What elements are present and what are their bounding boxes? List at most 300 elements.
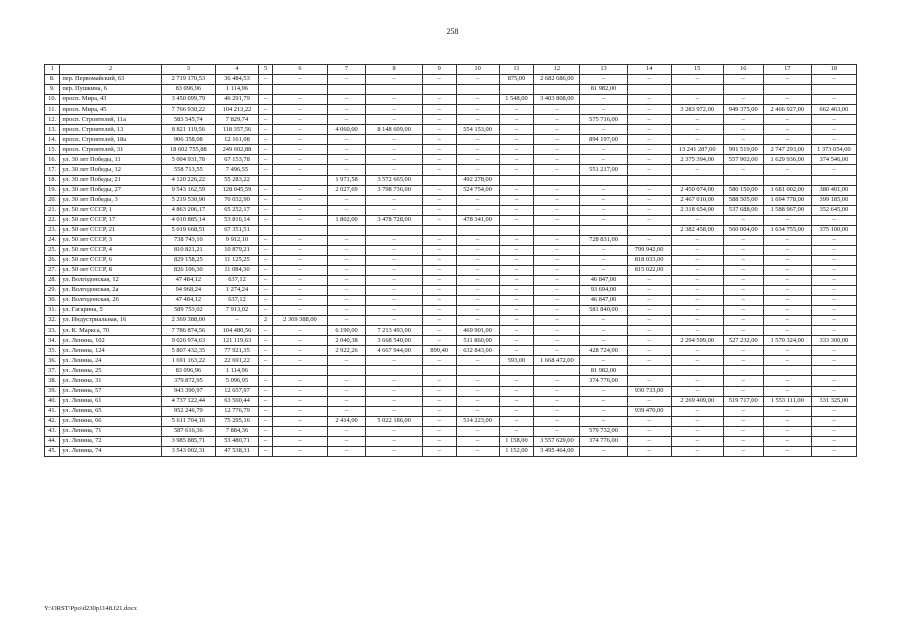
value-cell: – (422, 105, 456, 115)
value-cell: – (534, 386, 580, 396)
table-row (45, 205, 857, 215)
value-cell: 1 274,24 (215, 286, 258, 296)
row-number-cell: 15. (45, 145, 60, 155)
value-cell: 83 096,96 (161, 85, 215, 95)
value-cell: 118 357,56 (215, 125, 258, 135)
value-cell: 128 045,59 (215, 185, 258, 195)
value-cell: – (580, 316, 627, 326)
column-header: 11 (499, 65, 534, 75)
value-cell: – (456, 306, 499, 316)
value-cell: – (580, 185, 627, 195)
value-cell (273, 175, 327, 185)
value-cell: – (723, 75, 763, 85)
address-cell: ул. 30 лет Победы, 27 (60, 185, 161, 195)
value-cell: – (580, 255, 627, 265)
value-cell: – (499, 326, 534, 336)
column-header: 6 (273, 65, 327, 75)
value-cell: – (499, 235, 534, 245)
value-cell: – (580, 145, 627, 155)
value-cell: – (671, 296, 723, 306)
value-cell: – (456, 296, 499, 306)
table-header-row (45, 65, 857, 75)
row-number-cell: 35. (45, 346, 60, 356)
value-cell: – (327, 115, 366, 125)
value-cell: – (763, 296, 811, 306)
value-cell: 8 821 119,56 (161, 125, 215, 135)
table-row (45, 376, 857, 386)
value-cell: – (258, 376, 272, 386)
address-cell: ул. Индустриальная, 16 (60, 316, 161, 326)
value-cell: – (258, 396, 272, 406)
address-cell: ул. 50 лет СССР, 6 (60, 255, 161, 265)
value-cell: 9 026 974,63 (161, 336, 215, 346)
value-cell: 587 616,36 (161, 426, 215, 436)
value-cell: – (534, 215, 580, 225)
value-cell: – (456, 135, 499, 145)
value-cell: – (499, 145, 534, 155)
value-cell: – (534, 205, 580, 215)
value-cell: 2 375 394,00 (671, 155, 723, 165)
address-cell: ул. Ленина, 102 (60, 336, 161, 346)
value-cell: – (327, 105, 366, 115)
value-cell: – (258, 255, 272, 265)
value-cell: – (627, 165, 671, 175)
value-cell: – (258, 105, 272, 115)
table-row (45, 75, 857, 85)
row-number-cell: 22. (45, 215, 60, 225)
table-row (45, 105, 857, 115)
address-cell: ул. Ленина, 61 (60, 396, 161, 406)
value-cell: – (671, 235, 723, 245)
value-cell: – (534, 235, 580, 245)
row-number-cell: 12. (45, 115, 60, 125)
value-cell: – (456, 195, 499, 205)
value-cell: 47 484,12 (161, 275, 215, 285)
value-cell: – (723, 275, 763, 285)
value-cell: – (258, 426, 272, 436)
value-cell: – (763, 75, 811, 85)
value-cell: – (258, 75, 272, 85)
value-cell: – (422, 286, 456, 296)
value-cell: 1 588 967,00 (763, 205, 811, 215)
address-cell: пер. Первомайский, 63 (60, 75, 161, 85)
value-cell: – (456, 145, 499, 155)
address-cell: ул. Ленина, 71 (60, 426, 161, 436)
value-cell: – (273, 235, 327, 245)
value-cell: 46 847,00 (580, 275, 627, 285)
value-cell: – (273, 446, 327, 456)
value-cell: – (422, 436, 456, 446)
value-cell: – (258, 195, 272, 205)
value-cell: – (422, 356, 456, 366)
value-cell: – (580, 105, 627, 115)
value-cell: – (627, 205, 671, 215)
row-number-cell: 29. (45, 286, 60, 296)
value-cell: – (273, 426, 327, 436)
value-cell: 12 161,08 (215, 135, 258, 145)
value-cell: 1 114,96 (215, 366, 258, 376)
value-cell: 36 484,53 (215, 75, 258, 85)
value-cell: 2 382 458,00 (671, 225, 723, 235)
value-cell: – (534, 416, 580, 426)
value-cell: – (366, 245, 422, 255)
address-cell: ул. 30 лет Победы, 3 (60, 195, 161, 205)
value-cell: 3 450 099,79 (161, 95, 215, 105)
value-cell: – (627, 336, 671, 346)
address-cell: ул. Ленина, 74 (60, 446, 161, 456)
table-row (45, 135, 857, 145)
value-cell: – (671, 386, 723, 396)
value-cell: – (499, 286, 534, 296)
value-cell: – (811, 346, 856, 356)
value-cell: – (456, 105, 499, 115)
row-number-cell: 44. (45, 436, 60, 446)
value-cell: – (580, 215, 627, 225)
value-cell: – (499, 376, 534, 386)
value-cell: – (811, 296, 856, 306)
column-header: 5 (258, 65, 272, 75)
column-header: 14 (627, 65, 671, 75)
value-cell: 583 545,74 (161, 115, 215, 125)
value-cell: 3 478 728,00 (366, 215, 422, 225)
value-cell: – (811, 115, 856, 125)
value-cell (627, 225, 671, 235)
value-cell: – (580, 195, 627, 205)
value-cell: 11 084,30 (215, 265, 258, 275)
value-cell: – (811, 316, 856, 326)
value-cell: – (366, 396, 422, 406)
column-header: 12 (534, 65, 580, 75)
value-cell: – (671, 426, 723, 436)
value-cell: 5 219 530,90 (161, 195, 215, 205)
value-cell: – (671, 286, 723, 296)
value-cell: – (763, 416, 811, 426)
value-cell (534, 175, 580, 185)
value-cell: 637,12 (215, 296, 258, 306)
value-cell (763, 366, 811, 376)
value-cell: – (671, 125, 723, 135)
column-header: 18 (811, 65, 856, 75)
address-cell: ул. 30 лет Победы, 21 (60, 175, 161, 185)
value-cell: – (811, 326, 856, 336)
value-cell: – (763, 245, 811, 255)
value-cell: – (627, 135, 671, 145)
value-cell: – (534, 296, 580, 306)
value-cell: 524 754,00 (456, 185, 499, 195)
row-number-cell: 28. (45, 275, 60, 285)
value-cell: – (723, 326, 763, 336)
value-cell: – (723, 235, 763, 245)
value-cell: 399 185,00 (811, 195, 856, 205)
value-cell: – (273, 165, 327, 175)
value-cell: 1 681 002,00 (763, 185, 811, 195)
value-cell: – (534, 145, 580, 155)
value-cell: – (580, 416, 627, 426)
table-row (45, 175, 857, 185)
value-cell: 5 807 432,35 (161, 346, 215, 356)
value-cell (456, 85, 499, 95)
value-cell: – (258, 406, 272, 416)
value-cell: – (422, 135, 456, 145)
value-cell: 5 004 931,78 (161, 155, 215, 165)
value-cell: 6 190,00 (327, 326, 366, 336)
value-cell: 3 283 972,00 (671, 105, 723, 115)
value-cell: – (763, 436, 811, 446)
value-cell: 581 840,00 (580, 306, 627, 316)
table-row (45, 426, 857, 436)
column-header: 9 (422, 65, 456, 75)
value-cell: – (273, 336, 327, 346)
row-number-cell: 45. (45, 446, 60, 456)
value-cell: – (456, 115, 499, 125)
value-cell: – (456, 245, 499, 255)
value-cell: 4 120 226,22 (161, 175, 215, 185)
value-cell: – (580, 125, 627, 135)
value-cell: – (580, 155, 627, 165)
table-row (45, 255, 857, 265)
row-number-cell: 40. (45, 396, 60, 406)
value-cell: 551 217,00 (580, 165, 627, 175)
value-cell: – (627, 185, 671, 195)
value-cell: – (499, 406, 534, 416)
value-cell: 12 776,79 (215, 406, 258, 416)
value-cell: 104 480,56 (215, 326, 258, 336)
value-cell: 991 519,00 (723, 145, 763, 155)
value-cell: – (366, 115, 422, 125)
address-cell: просп. Строителей, 31 (60, 145, 161, 155)
table-row (45, 296, 857, 306)
value-cell: – (763, 326, 811, 336)
value-cell: 519 717,00 (723, 396, 763, 406)
value-cell: 379 872,95 (161, 376, 215, 386)
column-header: 1 (45, 65, 60, 75)
value-cell: – (671, 436, 723, 446)
value-cell: 4 737 122,44 (161, 396, 215, 406)
value-cell: – (422, 195, 456, 205)
value-cell: 121 119,63 (215, 336, 258, 346)
value-cell: – (534, 155, 580, 165)
row-number-cell: 32. (45, 316, 60, 326)
value-cell: – (422, 255, 456, 265)
value-cell: 2 294 599,00 (671, 336, 723, 346)
table-row (45, 165, 857, 175)
value-cell (580, 175, 627, 185)
table-row (45, 366, 857, 376)
value-cell: – (327, 436, 366, 446)
value-cell: – (627, 346, 671, 356)
value-cell: – (763, 316, 811, 326)
value-cell: – (723, 346, 763, 356)
value-cell: – (327, 145, 366, 155)
value-cell: – (422, 416, 456, 426)
value-cell: – (366, 426, 422, 436)
value-cell: – (580, 205, 627, 215)
value-cell: 5 611 704,16 (161, 416, 215, 426)
value-cell: 1 971,58 (327, 175, 366, 185)
value-cell: 46 291,79 (215, 95, 258, 105)
table-row (45, 125, 857, 135)
value-cell: – (422, 125, 456, 135)
address-cell: ул. 50 лет СССР, 3 (60, 235, 161, 245)
value-cell: – (366, 306, 422, 316)
value-cell: – (456, 155, 499, 165)
value-cell: – (273, 255, 327, 265)
value-cell: – (723, 426, 763, 436)
value-cell (366, 225, 422, 235)
value-cell: – (763, 125, 811, 135)
address-cell: ул. Волгодонская, 26 (60, 296, 161, 306)
value-cell: – (456, 356, 499, 366)
table-row (45, 416, 857, 426)
value-cell (499, 85, 534, 95)
value-cell: 815 022,00 (627, 265, 671, 275)
value-cell: 94 968,24 (161, 286, 215, 296)
value-cell (258, 366, 272, 376)
value-cell: – (499, 135, 534, 145)
column-header: 16 (723, 65, 763, 75)
row-number-cell: 18. (45, 175, 60, 185)
value-cell: – (627, 215, 671, 225)
value-cell: – (627, 436, 671, 446)
value-cell: – (811, 125, 856, 135)
value-cell: 5 019 668,51 (161, 225, 215, 235)
value-cell: – (580, 336, 627, 346)
value-cell: – (499, 386, 534, 396)
table-row (45, 406, 857, 416)
value-cell: 7 213 493,00 (366, 326, 422, 336)
value-cell: 22 691,22 (215, 356, 258, 366)
table-row (45, 326, 857, 336)
value-cell: 588 505,00 (723, 195, 763, 205)
value-cell: – (534, 406, 580, 416)
value-cell: 7 884,36 (215, 426, 258, 436)
table-row (45, 396, 857, 406)
address-cell: просп. Строителей, 18а (60, 135, 161, 145)
value-cell: – (422, 316, 456, 326)
value-cell: – (627, 316, 671, 326)
value-cell: – (763, 115, 811, 125)
value-cell: 4 863 206,17 (161, 205, 215, 215)
value-cell: 67 351,51 (215, 225, 258, 235)
value-cell: 478 341,00 (456, 215, 499, 225)
table-row (45, 225, 857, 235)
value-cell (723, 85, 763, 95)
table-row (45, 245, 857, 255)
value-cell: – (258, 436, 272, 446)
value-cell: – (456, 75, 499, 85)
value-cell: – (456, 255, 499, 265)
data-table-container (44, 64, 857, 457)
value-cell: – (534, 105, 580, 115)
value-cell: – (534, 306, 580, 316)
value-cell: – (258, 215, 272, 225)
footer-file-path: Y:\ORST\Ppo\d230p1148.f21.docx (44, 605, 137, 612)
value-cell (456, 366, 499, 376)
value-cell: 8 148 609,00 (366, 125, 422, 135)
value-cell (671, 366, 723, 376)
value-cell: – (327, 396, 366, 406)
value-cell: – (763, 215, 811, 225)
value-cell: – (499, 306, 534, 316)
value-cell: 3 668 540,00 (366, 336, 422, 346)
value-cell: – (422, 376, 456, 386)
value-cell: – (215, 316, 258, 326)
value-cell: – (723, 306, 763, 316)
value-cell: – (258, 286, 272, 296)
value-cell: – (627, 446, 671, 456)
value-cell: 1 694 778,00 (763, 195, 811, 205)
address-cell: просп. Мира, 45 (60, 105, 161, 115)
value-cell: 3 403 808,00 (534, 95, 580, 105)
value-cell: – (723, 376, 763, 386)
value-cell: – (763, 446, 811, 456)
value-cell: – (671, 446, 723, 456)
value-cell: – (258, 296, 272, 306)
value-cell: 13 241 287,00 (671, 145, 723, 155)
value-cell: – (580, 386, 627, 396)
value-cell: – (671, 255, 723, 265)
value-cell (763, 175, 811, 185)
value-cell: 810 821,21 (161, 245, 215, 255)
value-cell: – (258, 95, 272, 105)
value-cell: – (327, 286, 366, 296)
address-cell: ул. Ленина, 57 (60, 386, 161, 396)
value-cell: – (627, 115, 671, 125)
value-cell: 65 252,17 (215, 205, 258, 215)
value-cell: – (723, 386, 763, 396)
value-cell: – (422, 185, 456, 195)
column-header: 3 (161, 65, 215, 75)
column-header: 10 (456, 65, 499, 75)
value-cell: 18 602 755,88 (161, 145, 215, 155)
value-cell (534, 225, 580, 235)
value-cell: – (723, 165, 763, 175)
value-cell: 1 634 755,00 (763, 225, 811, 235)
row-number-cell: 25. (45, 245, 60, 255)
value-cell: – (534, 255, 580, 265)
value-cell: – (422, 326, 456, 336)
value-cell: – (327, 195, 366, 205)
value-cell: 637,12 (215, 275, 258, 285)
value-cell: 875,00 (499, 75, 534, 85)
value-cell: – (366, 105, 422, 115)
value-cell: 63 560,44 (215, 396, 258, 406)
value-cell: – (811, 235, 856, 245)
value-cell: – (366, 145, 422, 155)
column-header: 17 (763, 65, 811, 75)
address-cell: ул. Волгодонская, 2а (60, 286, 161, 296)
value-cell: – (534, 326, 580, 336)
value-cell: – (499, 215, 534, 225)
table-row (45, 336, 857, 346)
value-cell: – (366, 135, 422, 145)
table-row (45, 275, 857, 285)
value-cell: – (671, 215, 723, 225)
value-cell: 75 295,16 (215, 416, 258, 426)
value-cell: – (273, 416, 327, 426)
row-number-cell: 21. (45, 205, 60, 215)
address-cell: ул. Ленина, 124 (60, 346, 161, 356)
value-cell: 527 232,00 (723, 336, 763, 346)
value-cell: – (499, 255, 534, 265)
value-cell: – (671, 346, 723, 356)
value-cell (258, 175, 272, 185)
value-cell: – (422, 115, 456, 125)
value-cell: – (811, 275, 856, 285)
value-cell: – (327, 316, 366, 326)
value-cell: – (627, 416, 671, 426)
value-cell: – (366, 275, 422, 285)
